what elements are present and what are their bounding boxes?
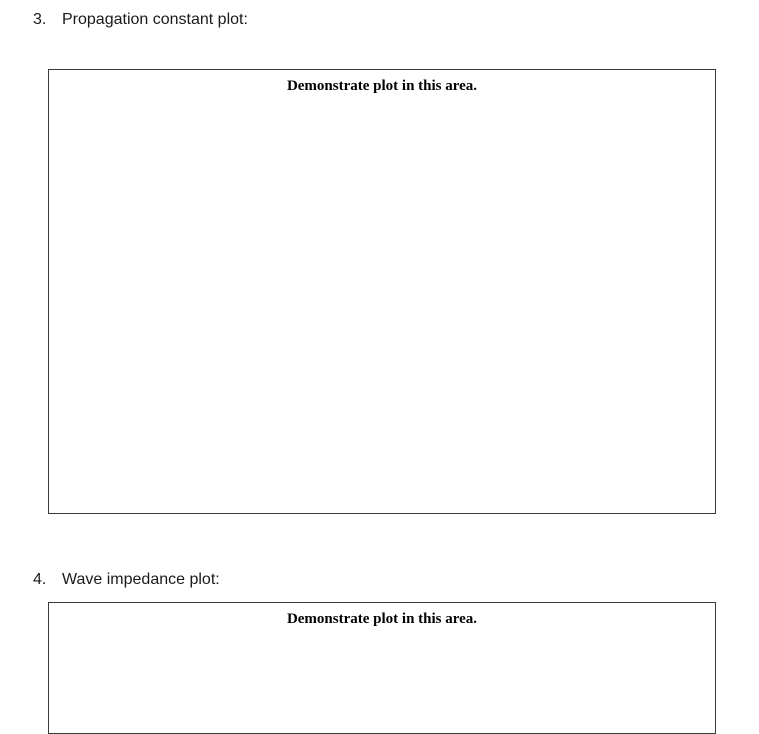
list-number: 3. [33,11,47,28]
wave-impedance-plot-area [48,602,716,734]
section-heading-wave-impedance [33,570,220,590]
section-title: Wave impedance plot: [62,571,220,588]
propagation-constant-plot-area [48,69,716,514]
plot-area-caption: Demonstrate plot in this area. [286,611,478,627]
plot-area-caption: Demonstrate plot in this area. [286,78,478,94]
list-number: 4. [33,571,47,588]
section-heading-propagation-constant [33,10,248,30]
section-title: Propagation constant plot: [62,11,248,28]
